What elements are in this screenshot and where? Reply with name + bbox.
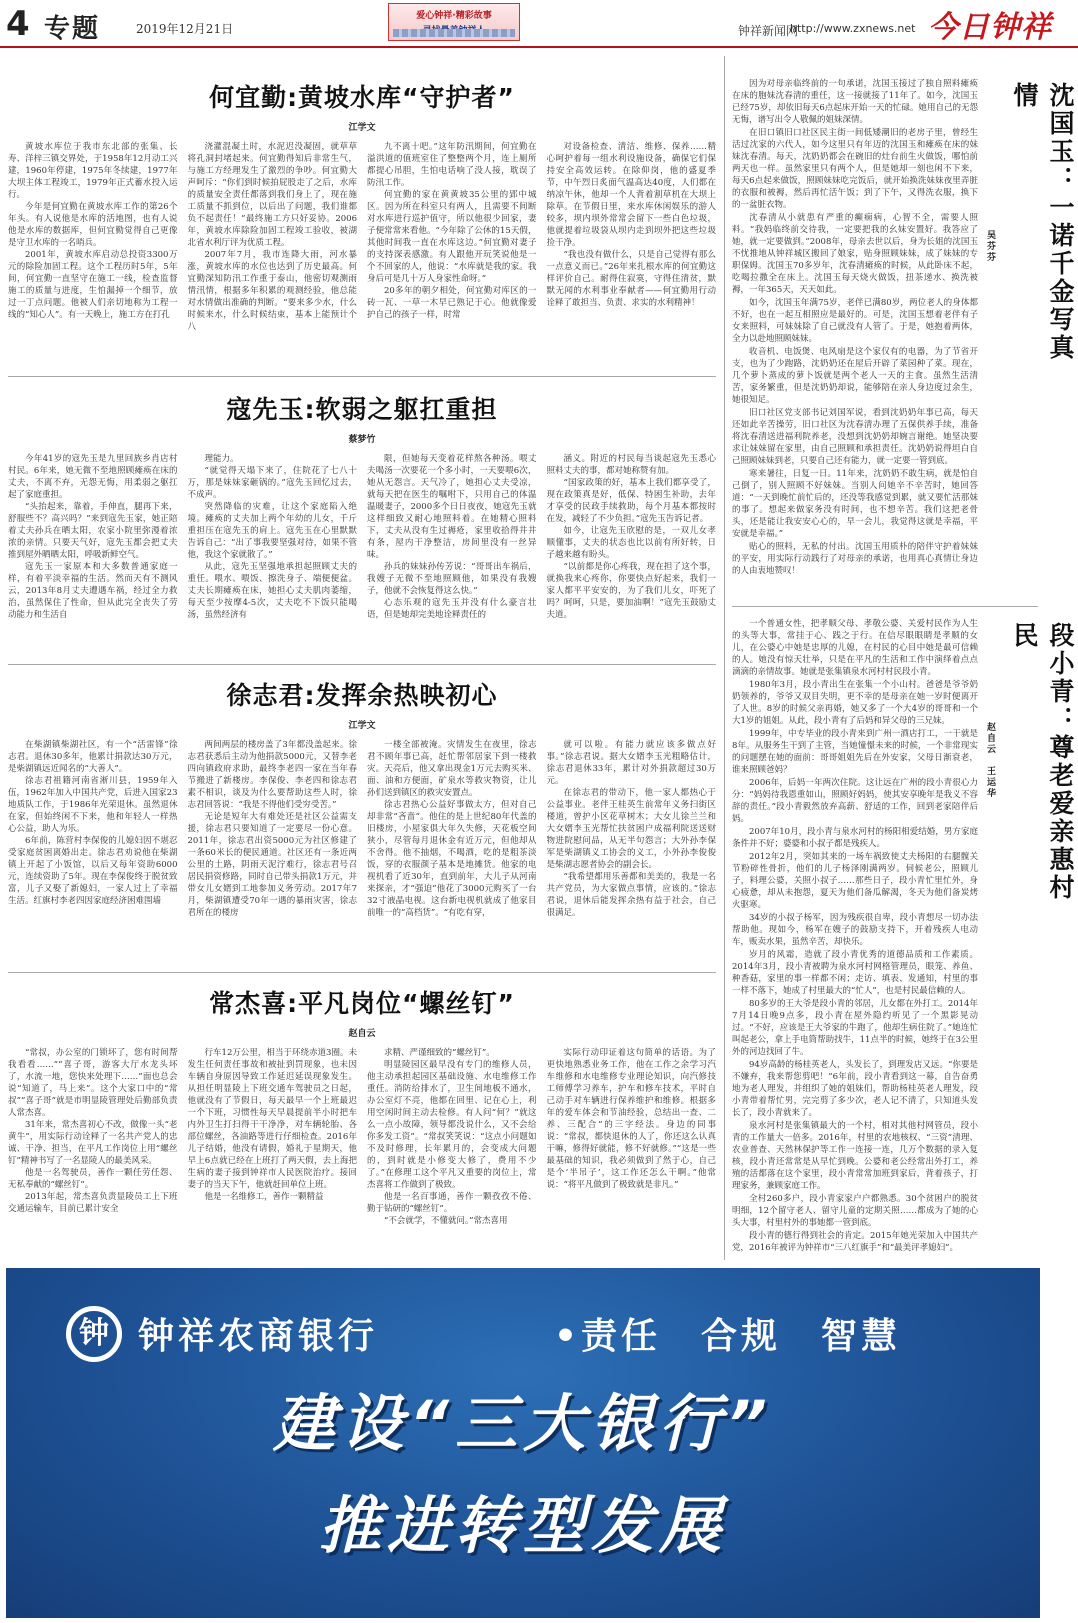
article-column [367,739,537,971]
article-paragraph: 34岁的小叔子杨军，因为残疾很自卑，段小青想尽一切办法帮助他。现如今，杨军在嫂子的鼓励支持下，开着残疾人电动车，贩卖水果，虽然辛苦，却快乐。 [732,913,978,947]
article-paragraph: 在柴湖镇柴湖社区，有一个“活雷锋”徐志君。退休30多年，他累计捐款达30万元，是柴湖镇远近闻名的“大善人”。 [8,740,178,774]
article-column [367,141,537,363]
article-byline: 蔡梦竹 [348,435,376,445]
article-paragraph: 从此，寇先玉坚强地承担起照顾丈夫的重任。喂水、喂饭、擦洗身子、端便便盆。丈夫长期瘫痪在床，她担心丈夫肌肉萎缩，每天至少按摩4-5次，丈夫吃不下饭只能喝汤，虽然经济有 [187,562,357,620]
section-divider [8,972,716,973]
article-paragraph: 2006年，后妈一年两次住院。这让远在广州的段小青很心力分：“妈妈待我恩重如山，照顾好妈妈，使其安享晚年是我义不容辞的责任。”段小青毅然放弃高薪、舒适的工作，回到老家陪伴后妈。 [732,778,978,824]
newspaper-brand: 今日钟祥 [928,10,1052,45]
header-banner-line1: 爱心钟祥·精彩故事 [416,11,492,21]
article-paragraph: 贴心的照料，无私的付出。沈国玉用质朴的陪伴守护着妹妹的平安，用实际行动践行了对母亲的承诺，也用真心真情让身边的人由衷地赞叹！ [732,542,978,576]
article-paragraph: 如今，让寇先玉欣慰的是，一双儿女孝顺懂事，丈夫的状态也比以前有所好转，日子越来越有盼头。 [546,526,716,560]
article-paragraph: 31年来，常杰喜初心不改，做像一头“老黄牛”，用实际行动诠释了一名共产党人的忠诚、干净、担当，在平凡工作岗位上用“螺丝钉”精神书写了一名显陵人的最美风采。 [8,1120,178,1166]
article-paragraph: 两间两层的楼房盖了3年都没盖起来。徐志君获悉后主动为他捐款5000元，又替李老四向镇政府求助，最终李老四一家在当年春节搬进了新楼房。李保俊、李老四和徐志君素不相识，谈及为什么要帮助这些人时，徐志君回答说：“我是不得他们受穷受苦。” [187,740,357,810]
article-paragraph: 黄坡水库位于我市东北部的张集、长寿、洋梓三镇交界处，于1958年12月动工兴建，1960年停建，1975年冬续建，1977年大坝主体工程竣工，1979年正式蓄水投入运行。 [8,142,178,200]
article-he-yiqin [8,78,716,368]
section-title: 专题 [44,14,101,44]
bank-advertisement [6,1268,1040,1618]
article-paragraph: 心态乐观的寇先玉并没有什么豪言壮语，但是她却完美地诠释责任的 [367,598,537,620]
article-paragraph: 理能力。 [204,454,239,464]
article-paragraph: 何宜勤的家在黄黄坡35公里的郢中城区。因为所在科室只有两人，且需要不间断对水库进行巡护值守，所以他很少回家，妻子便常常来看他。“今年除了公休的15天假，其他时间我一直在水库这边。”何宜勤对妻子的支持深表感激。有人跟他开玩笑说他是一个不回家的人，他说：“水库就是我的家。我身后可是几十万人身家性命呀。” [367,190,537,284]
article-paragraph: 20多年的朝夕相处，何宜勤对库区的一砖一瓦、一草一木早已熟记于心。他就像爱护自己的孩子一样，时常 [367,286,537,320]
article-column [547,141,717,363]
article-paragraph: 今年是何宜勤在黄坡水库工作的第26个年头。有人说他是水库的活地图，也有人说他是水库的数据库，但何宜勤觉得自己更像是守卫水库的一名哨兵。 [8,202,178,248]
article-column [8,739,178,971]
article-column [367,453,537,658]
article-column [8,141,178,363]
article-paragraph: 收音机、电饭煲、电风扇是这个家仅有的电器，为了节省开支，也为了少跑路，沈奶奶还在屋后开辟了菜园种了菜。现在，几个萝卜蒸成的萝卜饭就是两个老人一天的主食。虽然生活清苦，家务繁重，但是沈奶奶却说，能够陪在亲人身边度过余生，她很知足。 [732,347,978,405]
article-column [188,1047,358,1265]
article-paragraph: 浇灌混凝土时，水泥迟没凝固，就草草将孔洞封堵起来。何宜勤得知后非常生气，与施工方经理发生了激烈的争吵。何宜勤大声呵斥：“你们到时候拍屁股走了之后，水库的质量安全责任都落到我们身上了，现在施工质量不抓到位，以后出了问题，我们谁都负不起责任！”最终施工方只好妥协。2006年，黄坡水库除险加固工程竣工验收，被湖北省水利厅评为优质工程。 [187,142,357,248]
article-paragraph: 涵义。附近的村民每当谈起寇先玉悉心照料丈夫的事，都对她称赞有加。 [546,454,716,476]
skyline-graphic [393,29,515,37]
article-paragraph: 1980年3月，段小青出生在张集一个小山村。爸爸是爷爷奶奶领养的，爷爷又双目失明，更不幸的是母亲在她一岁时便离开了人世。8岁的时候父亲再婚，她又多了一个大4岁的哥哥和一个大1岁的姐姐。从此，段小青有了后妈和异父母的三兄妹。 [732,680,978,726]
article-column [8,453,178,658]
article-kou-xianyu [8,390,716,660]
article-chang-jiexi [8,984,716,1260]
section-divider [732,606,1038,607]
issue-date: 2019年12月21日 [136,22,234,36]
article-column [547,739,717,971]
article-paragraph: “以前都是你心疼我，现在担了这个事，就换我来心疼你，你要快点好起来，我们一家人都平平安安的，为了我们儿女，吓死了吗？呵呵，只是，要加油啊！”寇先玉鼓励丈夫道。 [546,562,716,620]
article-paragraph: 就可以啦。有能力就应该多做点好事。”徐志君说。据大女婿李玉光粗略估计，徐志君退休33年，累计对外捐款超过30万元。 [546,740,716,786]
article-paragraph: “就觉得天塌下来了，住院花了七八十万，那是妹妹家砸锅的。”寇先玉回忆过去，不成声。 [187,466,357,500]
article-column [547,1047,717,1265]
article-column [188,739,358,971]
side-article-author: 吴芬芬 [985,230,995,263]
article-paragraph: 无论是短年大有难处还是社区公益需支援，徐志君只要知道了一定要尽一份心意。2011年，徐志君出资5000元为社区修建了一条60米长的便民通道。社区还有一条近两公里的土路，阴雨天泥泞难行，徐志君号召居民捐资修路，同时自己带头捐款1万元，并带女儿女婿到工地参加义务劳动。2017年7月，柴湖镇遭受70年一遇的暴雨灾害，徐志君所在的楼房 [187,812,357,918]
article-paragraph: 1999年，中专毕业的段小青来到广州一酒店打工，一干就是8年。从服务生干到了主管，当她憧憬未来的时候，一个非常现实的问题摆在她的面前：哥哥姐姐先后在外安家，父母日渐衰老，谁来照顾爸妈？ [732,729,978,775]
article-byline: 江学文 [348,721,376,731]
article-headline: 寇先玉:软弱之躯扛重担 [226,395,498,424]
article-paragraph: 旧口社区党支部书记刘国军说，看到沈奶奶年事已高，每天还如此辛苦操劳，旧口社区为沈春清办理了五保供养手续，准备将沈春清送进福利院养老，没想到沈奶奶却婉言谢绝。她坚决要求让妹妹留在家里，由自己照顾和承担责任。沈奶奶说得坦白自己照顾妹妹到老，只要自己还有能力，就一定要一管到底。 [732,408,978,466]
article-headline: 何宜勤:黄坡水库“守护者” [209,83,515,112]
article-paragraph: 对设备检查、清洁、维修、保养……精心呵护着每一组水利设施设备，确保它们保持安全高效运转。在除仰岗，他的盛夏季节，中午烈日炙面气温高达40度，人们都在纳凉午休，他却一个人背着割草机在大坝上除草。在节假日里，来水库休闲娱乐的游人较多，坝内坝外常常会留下一些白色垃圾，他就提着垃圾袋从坝内走到坝外把这些垃圾捡干净。 [546,142,716,248]
article-byline: 江学文 [348,123,376,133]
news-site-name: 钟祥新闻网 [738,24,799,38]
article-paragraph: 明显陵园区最早没有专门的维修人员，他主动承担起园区基础设施、水电维修工作重任。消防给排水了，卫生间地板不通水，办公室灯不亮，他都在回里、记在心上，利用空闲时间主动去检修。有人问“何？”就这么一点小故障，领导都没说什么，又不会给你多发工资”。“常叔笑笑说：“这点小问题如不及时修理，长年累月的，会变成大问题的，到时就是小修变大修了，费用不少了。”在修理工这个平凡又重要的岗位上，常杰喜将工作做到了极致。 [367,1060,537,1190]
article-column [8,1047,178,1265]
article-column [367,1047,537,1265]
article-column [188,453,358,658]
article-paragraph: 行车12万公里，相当于环绕赤道3圈。未发生任何责任事故和被扯到罚现象，也未因车辆自身原因导致工作延迟延误现象发生。从担任明显陵上下班交通车驾驶员之日起，他就没有了节假日，每天最早一个上班最迟一个下班，习惯性每天早晨提前半小时把车内外卫生打扫得干干净净，对车辆轮胎、各部位螺丝，各油路等进行仔细检查。2016年儿子结婚，他没有请假，婚礼于星期天，他早上6点就已经在上班打了两天假，去上海把生病的妻子接到钟祥市人民医院治疗。接回妻子的当天下午，他就赶回单位上班。 [187,1048,357,1190]
article-paragraph: 他是一名驾驶员，善作一颗任劳任怨、无私奉献的“螺丝钉”。 [8,1168,178,1190]
article-paragraph: 寇先玉一家原本和大多数普通家庭一样，有着平淡幸福的生活。然而天有不测风云，2013年8月丈夫遭遇车祸，经过全力救治，虽然保住了性命，但从此完全丧失了劳动能力和生活自 [8,562,178,620]
article-paragraph: 2001年，黄坡水库启动总投资3300万元的除险加固工程。这个工程历时5年，5年间，何宜勤一直坚守在施工一线，检查监督施工的质量与进度，生怕漏掉一个细节，放过一丁点问题。他被人们亲切地称为工程一线的“知心人”。有一天晚上，施工方在打孔 [8,250,178,320]
ad-headline-line2: 推进转型发展 [318,1489,727,1562]
article-paragraph: 徐志君祖籍河南省淅川县，1959年入伍，1962年加入中国共产党，后进入国家23地质队工作，于1986年光荣退休。虽然退休在家，但始终闲不下来，他和年轻人一样热心公益，助人为乐。 [8,776,178,834]
article-paragraph: 2007年7月，我市连降大雨，河水暴涨，黄坡水库的水位也达到了历史最高。何宜勤深知防汛工作重于泰山，他密切观测雨情汛情，根据多年积累的观测经验，他总能对水情做出准确的判断。“要来多少水，什么时候来水，什么时候结束，基本上能预计个八 [187,250,357,332]
article-paragraph: 一个普通女性，把孝顺父母、孝敬公婆、关爱村民作为人生的头等大事，常挂于心、践之于行。在信尽眼眼睛是孝顺的女儿，在公婆心中她是忠厚的儿媳，在村民的心目中她是最可信赖的人。她没有惊天壮举，只是在平凡的生活和工作中演绎着点点滴滴的亲情故事。她就是张集镇泉水河村村民段小青。 [732,619,978,677]
section-divider [8,664,716,665]
article-paragraph: 九不离十吧。”这年防汛期间，何宜勤在溢洪道的值班室住了整整两个月，连上厕所都提心吊胆，生怕电话响了没人接，耽误了防汛工作。 [367,142,537,188]
article-paragraph: 94岁高龄的杨桂英老人，头发长了，到理发店又远。“你要是不嫌弃，我来帮您剪吧！”6年前，段小青看到这一幕，自告奋勇地为老人理发，并组织了她的姐妹们，帮助杨桂英老人理发，段小青带着帮忙男，完完剪了多少次，老人记不清了，只知道头发长了，段小青就来了。 [732,1060,978,1118]
article-paragraph: “头抬起来，靠着，手伸直，腿再下来，舒服些不？高兴吗？”来到寇先玉家，她正陪着丈夫孙兵在晒太阳，农家小院里弥漫着浓浓的亲情。只要天气好，寇先玉都会把丈夫推到屋外晒晒太阳，呼吸新鲜空气。 [8,502,178,560]
article-paragraph: 2012年2月，突如其来的一场车祸致使丈夫杨阳的右腿髋关节粉碎性骨折，他们的儿子杨泽刚满两岁。伺候老公，照顾儿子，料理公婆，关照小叔子……那些日子，段小青忙里忙外，身心疲惫，却从未抱怨，夏天为他们备瓜解渴，冬天为他们备炭烤火驱寒。 [732,852,978,910]
article-xu-zhijun [8,676,716,966]
article-paragraph: 实际行动印证着这句简单的话语。为了更快地熟悉业务工作，他在工作之余学习汽车维修和水电维修专业理论知识，向汽修技工师傅学习养车，护车和修车技术，平时自己动手对车辆进行保养维护和维修。根据多年的爱车体会和节油经验，总结出一查、二养、三配合”的三字经法。身边的同事说：“常叔，都快退休的人了，你还这么认真干嘛，修得好就能，修不好就修。”“这是一些最基础的知识，我必须做到了然于心，自己是个‘半吊子’，这工作还怎么干啊。”他常说：“将平凡做到了极致就是非凡。” [546,1048,716,1190]
article-paragraph: 如今，沈国玉年满75岁，老伴已满80岁，两位老人的身体都不好，也在一起互相照应是最好的。可是，沈国玉想着老伴有子女来照料，可妹妹除了自己就没有人管了。于是，她抱着两体，全力以赴地照顾妹妹。 [732,298,978,344]
article-paragraph: 徐志君热心公益好事做太方，但对自己却非常“吝啬”。他住的是上世纪80年代盖的旧楼房，小屋家俱大年久失修，天花板空间狭小，尽管每月退休金有近万元，但他却从不舍得。他不抽烟，不喝酒，吃的是粗茶淡饭，穿的衣服颜子基本是地摊货。他家的电视机看了近30年，直到前年，大儿子从河南来探亲，才“强迫”他花了3000元购买了一台32寸液晶电视。这台新电视机就成了他家目前唯一的“高档货”。“有吃有穿， [367,800,537,918]
article-paragraph: 在徐志君的带动下，他一家人都热心于公益事业。老伴王桂英生前常年义务扫街区楼道，曾护小区花草树木；大女儿徐兰兰和大女婿李玉光帮忙扶贫困户成福利院送送财物进院慰问品，从无半句怨言；大外孙李保军是柴湖镇义工协会的义工，小外孙李俊俊是柴湖志愿者协会的副会长。 [546,788,716,870]
article-headline: 徐志君:发挥余热映初心 [226,681,498,710]
page-number: 4 [6,4,30,44]
article-paragraph: “国家政策的好，基本上我们都享受了，现在政策真是好，低保、特困生补助，去年才享受的民政手续救助，每个月基本都按时在发，减轻了不少负担。”寇先玉告诉记者。 [546,478,716,524]
article-paragraph: 泉水河村是张集镇最大的一个村，相对其他村网管员，段小青的工作量大一倍多。2016年，村里的农地核权、“三资”清理、农业普查、天然林保护等工作一连接一连，几万个数据的录入复核，段小青还常常是从早忙到晚。公婆和老公经常出外打工，养殖的活都落在这个家里，段小青常常加班到家后，背着孩子，打理家务，兼顾家庭工作。 [732,1121,978,1191]
article-paragraph: 孙兵的妹妹孙传芳说：“哥哥出车祸后，我嫂子无微不至地照顾他，如果没有我嫂子，他就不会恢复得这么快。” [367,562,537,596]
article-column [188,141,358,363]
side-article-title: 段小青：尊老爱亲惠村民 [1010,622,1075,902]
article-paragraph: 他是一名百事通，善作一颗孜孜不倦、勤于钻研的“螺丝钉”。 [367,1192,537,1214]
article-paragraph: 一楼全部被淹。灾情发生在夜里，徐志君不顾年事已高，赶忙帮邻居家下到一楼救灾。天亮后，他又拿出现金1万元去购买米、面、油和方便面，矿泉水等救灾物资，让儿孙们送到镇区的救灾安置点。 [367,740,537,798]
article-paragraph: 求精、严谨细致的“螺丝钉”。 [384,1048,495,1058]
ad-headline-line1: 建设“三大银行” [273,1387,773,1460]
bank-slogan: •责任 合规 智慧 [554,1316,902,1357]
article-paragraph: 2013年起，常杰喜负责显陵员工上下班交通运输车，目前已累计安全 [8,1192,178,1214]
article-paragraph: “不会就学，不懂就问。”常杰喜用 [384,1216,508,1226]
article-column [547,453,717,658]
side-article-title: 沈国玉：一诺千金写真情 [1010,82,1075,362]
article-paragraph: “常叔，办公室的门锁坏了，您有时间帮我看看……”“喜子哥，游客大厅水龙头坏了，水流一地，您快来处理下……”面也总会说“知道了，马上来”。这个大家口中的“常叔”“喜子哥”就是市明显陵管理处后勤部负责人常杰喜。 [8,1048,178,1118]
bank-logo-icon: 钟 [66,1306,122,1362]
bank-name: 钟祥农商银行 [138,1316,379,1357]
article-paragraph: “我也没有做什么，只是自己觉得有那么一点意义而已。”26年来扎根水库的何宜勤这样评价自己。耐得住寂寞，守得住清贫，默默无闻的水利事业奉献者——何宜勤用行动诠释了敢担当、负责、求实的水利精神！ [546,250,716,308]
masthead [0,0,1078,48]
article-paragraph: 6年前，陈营村李保俊的儿媳妇因不堪忍受家庭贫困离婚出走。徐志君劝说他在柴湖镇上开起了小饭馆，以后又每年资助6000元，连续资助了5年。现在李保俊终于脱贫致富，儿子又娶了新媳妇，一家人过上了幸福生活。红旗村李老四因家庭经济困难围墙 [8,836,178,906]
article-paragraph: 80多岁的王大爷是段小青的邻居，儿女都在外打工。2014年7月14日晚9点多，段小青在屋外隐约听见了一个黑影晃动过。“不好，应该是王大爷家的牛跑了，他却生病住院了。”她连忙叫起老公，拿上手电筒帮助找牛，11点半的时候，她终于在3公里外的河边找回了牛。 [732,999,978,1057]
article-paragraph: 他是一名维修工，善作一颗精益 [204,1192,324,1202]
side-article-author: 赵自云 王运华 [985,722,995,799]
article-paragraph: 全村260多户，段小青家家户户都熟悉。30个贫困户的脱贫明细，12个留守老人、留守儿童的定期关照……都成为了她的心头大事，村里村外的事她都一管到底。 [732,1194,978,1228]
news-site-url[interactable]: http://www.zxnews.net [790,22,916,35]
section-divider [8,376,716,377]
article-paragraph: 2007年10月，段小青与泉水河村的杨阳相爱结婚，男方家庭条件并不好；婆婆和小叔子都是残疾人。 [732,827,978,849]
column-divider [724,56,725,1260]
side-article-body [732,618,978,1260]
header-banner [388,3,520,41]
article-paragraph: 岁月的风霜，造就了段小青优秀的道德品质和工作素质。2014年3月，段小青被聘为泉水河村网格管理员，眼笼、养鱼、种香菇，家里的事一样都不闲；走访、填表、发通知，村里的事一样不落下，她成了村里最大的“忙人”，也是村民最信赖的人。 [732,950,978,996]
article-paragraph: 段小青的德行得到社会的肯定。2015年她光荣加入中国共产党，2016年被评为钟祥市“三八红旗手”和“最美评孝媳妇”。 [732,1231,978,1253]
article-paragraph: 因为对母亲临终前的一句承诺，沈国玉接过了独自照料瘫痪在床的胞妹沈春清的重任，这一接就接了11年了。如今，沈国玉已经75岁，却依旧每天6点起床开始一天的忙碌。她用自己的无怨无悔，谱写出令人敬佩的姐妹深情。 [732,79,978,125]
article-headline: 常杰喜:平凡岗位“螺丝钉” [209,989,515,1018]
article-paragraph: 寒来暑往，日复一日。11年来，沈奶奶不敢生病，就是怕自己倒了，别人照顾不好妹妹。当别人问她辛不辛苦时，她回答道：“一天到晚忙前忙后的，还没等我感觉到累，就又要忙活那妹的事了。想起来做家务没有时间，也不想辛苦。我们这把老骨头，还是能让我安安心心的，早一会儿，我觉得这就是幸福，平安就是幸福。” [732,469,978,539]
article-byline: 赵自云 [348,1029,376,1039]
article-paragraph: 沈春清从小就患有严重的癫痫病，心智不全，需要人照料。“我妈临终前交待我，一定要把我的幺妹安置好。我答应了她，就一定要做到。”2008年，母亲去世以后，身为长姐的沈国玉不忧推地从钟祥城区搬回了娘家，贴身照顾妹妹，成了妹妹的专职保姆。沈国玉70多岁年，沈春清瘫痪的时候，从此卧床不起，吃喝拉撒全在床上。沈国玉每天烧火做饭，扭茶递水、换洗被褥，一年365天，天天如此。 [732,213,978,295]
article-paragraph: 突然降临的灾难，让这个家庭陷入绝境。瘫痪的丈夫加上两个年幼的儿女，千斤重担压在寇先玉的肩上。寇先玉在心里默默告诉自己：“出了事我要坚强对待，如果不管他，我这个家就散了。” [187,502,357,560]
article-paragraph: “我希望都用乐善都和美美的，我是一名共产党员，为大家做点事情，应该的。”徐志君说，退休后能发挥余热有益于社会，自己很满足。 [546,872,716,918]
side-article-body [732,78,978,594]
article-paragraph: 今年41岁的寇先玉是九里回族乡肖店村村民。6年来，她无微不至地照顾瘫痪在床的丈夫，不离不弃，无怨无悔，用柔弱之躯扛起了家庭重担。 [8,454,178,500]
article-paragraph: 在旧口镇旧口社区民主街一间低矮潮旧的老房子里，曾经生活过沈家的六代人，如今这里只有年迈的沈国玉和瘫痪在床的妹妹沈春清。每天，沈奶奶都会在碗旧的灶台前生火做饭，哪怕前两天也一样。虽然家里只有两个人，但是她却一刻也闲不下来，每天6点起来做饭，照顾妹妹吃完饭后，就开始换洗妹妹夜里弄脏的衣服和被褥，然后再忙活午饭；到了下午，又得洗衣服，换下的一盆脏衣物。 [732,128,978,210]
article-paragraph: 限，但她每天变着花样熬各种汤。喂丈夫喝汤一次要花一个多小时，一天要喂6次，她从无怨言。天气冷了，她担心丈夫受凉，就每天把在医生的嘱咐下，只用自己的体温温暖妻子，2000多个日日夜夜，她寇先玉就这样细致又耐心地照料着。在她精心照料下，丈夫从没有生过褥疮，家里收拾得井井有条，屋内干净整洁，房间里没有一丝异味。 [367,454,537,560]
